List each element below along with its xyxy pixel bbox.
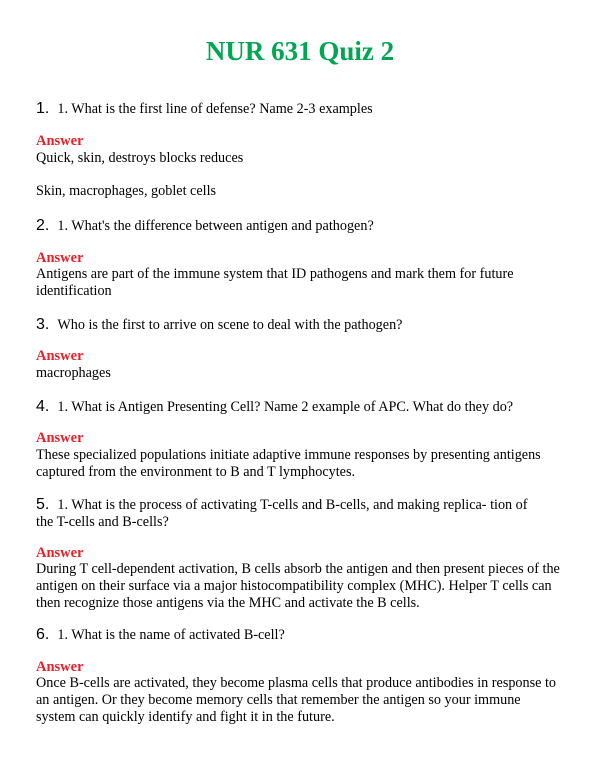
question-text: 1. What is the first line of defense? Name 2-3 examples bbox=[57, 101, 373, 117]
question-number: 1. bbox=[36, 100, 50, 117]
answer-label: Answer bbox=[36, 133, 84, 149]
document-title: NUR 631 Quiz 2 bbox=[205, 36, 395, 66]
question-4 bbox=[36, 398, 556, 416]
answer-text: macrophages bbox=[36, 365, 111, 381]
answer-label: Answer bbox=[36, 659, 84, 675]
answer-text: Once B-cells are activated, they become plasma cells that produce antibodies in response to an antigen. Or they become memory cells that remember the antigen so your immune system can quickly identify and fight it in the future. bbox=[36, 675, 557, 725]
answer-text: These specialized populations initiate adaptive immune responses by presenting antigens captured from the environment to B and T lymphocytes. bbox=[36, 447, 541, 480]
question-1 bbox=[36, 100, 556, 118]
answer-label: Answer bbox=[36, 250, 84, 266]
question-number: 5. bbox=[36, 496, 50, 513]
question-3 bbox=[36, 316, 556, 334]
question-text: 1. What's the difference between antigen and pathogen? bbox=[57, 218, 374, 234]
answer-text: Antigens are part of the immune system that ID pathogens and mark them for future identification bbox=[36, 266, 514, 299]
question-5 bbox=[36, 496, 546, 531]
answer-text-extra: Skin, macrophages, goblet cells bbox=[36, 183, 217, 199]
question-number: 6. bbox=[36, 626, 50, 643]
question-text: 1. What is the process of activating T-cells and B-cells, and making replica- tion of the T-cells and B-cells? bbox=[36, 497, 528, 530]
question-text: 1. What is the name of activated B-cell? bbox=[57, 627, 285, 643]
question-2 bbox=[36, 217, 556, 235]
question-6 bbox=[36, 626, 556, 644]
answer-label: Answer bbox=[36, 430, 84, 446]
answer-label: Answer bbox=[36, 545, 84, 561]
question-number: 2. bbox=[36, 217, 50, 234]
answer-text: During T cell-dependent activation, B cells absorb the antigen and then present pieces of the antigen on their surface via a major histocompatibility complex (MHC). Helper T cells can then recognize those antigens via the MHC and activate the B cells. bbox=[36, 561, 560, 611]
answer-label: Answer bbox=[36, 348, 84, 364]
question-number: 3. bbox=[36, 316, 50, 333]
question-text: 1. What is Antigen Presenting Cell? Name 2 example of APC. What do they do? bbox=[57, 399, 514, 415]
answer-text: Quick, skin, destroys blocks reduces bbox=[36, 150, 244, 166]
question-number: 4. bbox=[36, 398, 50, 415]
question-text: Who is the first to arrive on scene to deal with the pathogen? bbox=[57, 317, 403, 333]
